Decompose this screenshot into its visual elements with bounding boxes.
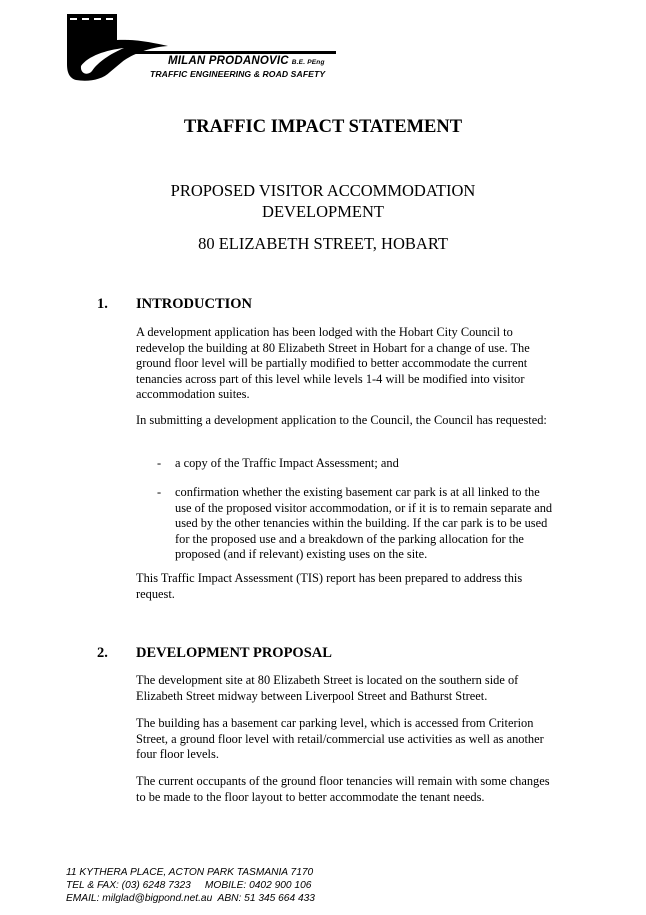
paragraph: The building has a basement car parking level, which is accessed from Criterion Street, a ground floor level with retail/commercial use activities as well as another four floor levels.: [136, 716, 544, 762]
paragraph: This Traffic Impact Assessment (TIS) report has been prepared to address this request.: [136, 571, 523, 601]
section-heading-development-proposal: [97, 645, 332, 662]
paragraph: The development site at 80 Elizabeth Street is located on the southern side of Elizabeth Street midway between Liverpool Street and Bathurst Street.: [136, 673, 519, 703]
company-subtitle: TRAFFIC ENGINEERING & ROAD SAFETY: [150, 69, 326, 79]
footer-address: 11 KYTHERA PLACE, ACTON PARK TASMANIA 7170: [66, 867, 314, 878]
section-number: 1.: [97, 296, 108, 312]
list-item-text: a copy of the Traffic Impact Assessment; and: [175, 456, 399, 470]
section-title: DEVELOPMENT PROPOSAL: [136, 645, 332, 661]
section-number: 2.: [97, 645, 108, 661]
paragraph: The current occupants of the ground floor tenancies will remain with some changes to be made to the floor layout to better accommodate the tenant needs.: [136, 774, 550, 804]
section-title: INTRODUCTION: [136, 296, 253, 312]
paragraph: In submitting a development application to the Council, the Council has requested:: [136, 413, 547, 427]
footer-contact: [66, 867, 315, 905]
bullet-marker: -: [157, 456, 162, 470]
subtitle-line-2: DEVELOPMENT: [262, 202, 384, 221]
bullet-marker: -: [157, 485, 162, 499]
subtitle-line-1: PROPOSED VISITOR ACCOMMODATION: [170, 181, 476, 200]
footer-phone: TEL & FAX: (03) 6248 7323 MOBILE: 0402 900 106: [66, 879, 312, 891]
company-name: MILAN PRODANOVIC B.E. PEng: [168, 55, 325, 67]
paragraph: A development application has been lodged with the Hobart City Council to redevelop the building at 80 Elizabeth Street in Hobart for a change of use. The ground floor level will be partially modified to better accommodate the current tenancies across part of this level while levels 1-4 will be modified into visitor accommodation suites.: [136, 325, 530, 402]
subtitle-address: 80 ELIZABETH STREET, HOBART: [198, 234, 448, 253]
document-title: TRAFFIC IMPACT STATEMENT: [183, 117, 463, 137]
company-degree: B.E. PEng: [291, 59, 325, 66]
footer-email: EMAIL: milglad@bigpond.net.au ABN: 51 345 664 433: [66, 892, 315, 904]
list-item-text: confirmation whether the existing basement car park is at all linked to the use of the proposed visitor accommodation, or if it is to remain separate and used by the other tenancies within the building. If the car park is to be used for the proposed use and a breakdown of the parking allocation for the proposed (and if relevant) existing uses on the site.: [175, 485, 553, 562]
section-heading-introduction: [97, 296, 252, 313]
document-subtitle: [0, 180, 646, 222]
company-logo: [66, 14, 346, 86]
